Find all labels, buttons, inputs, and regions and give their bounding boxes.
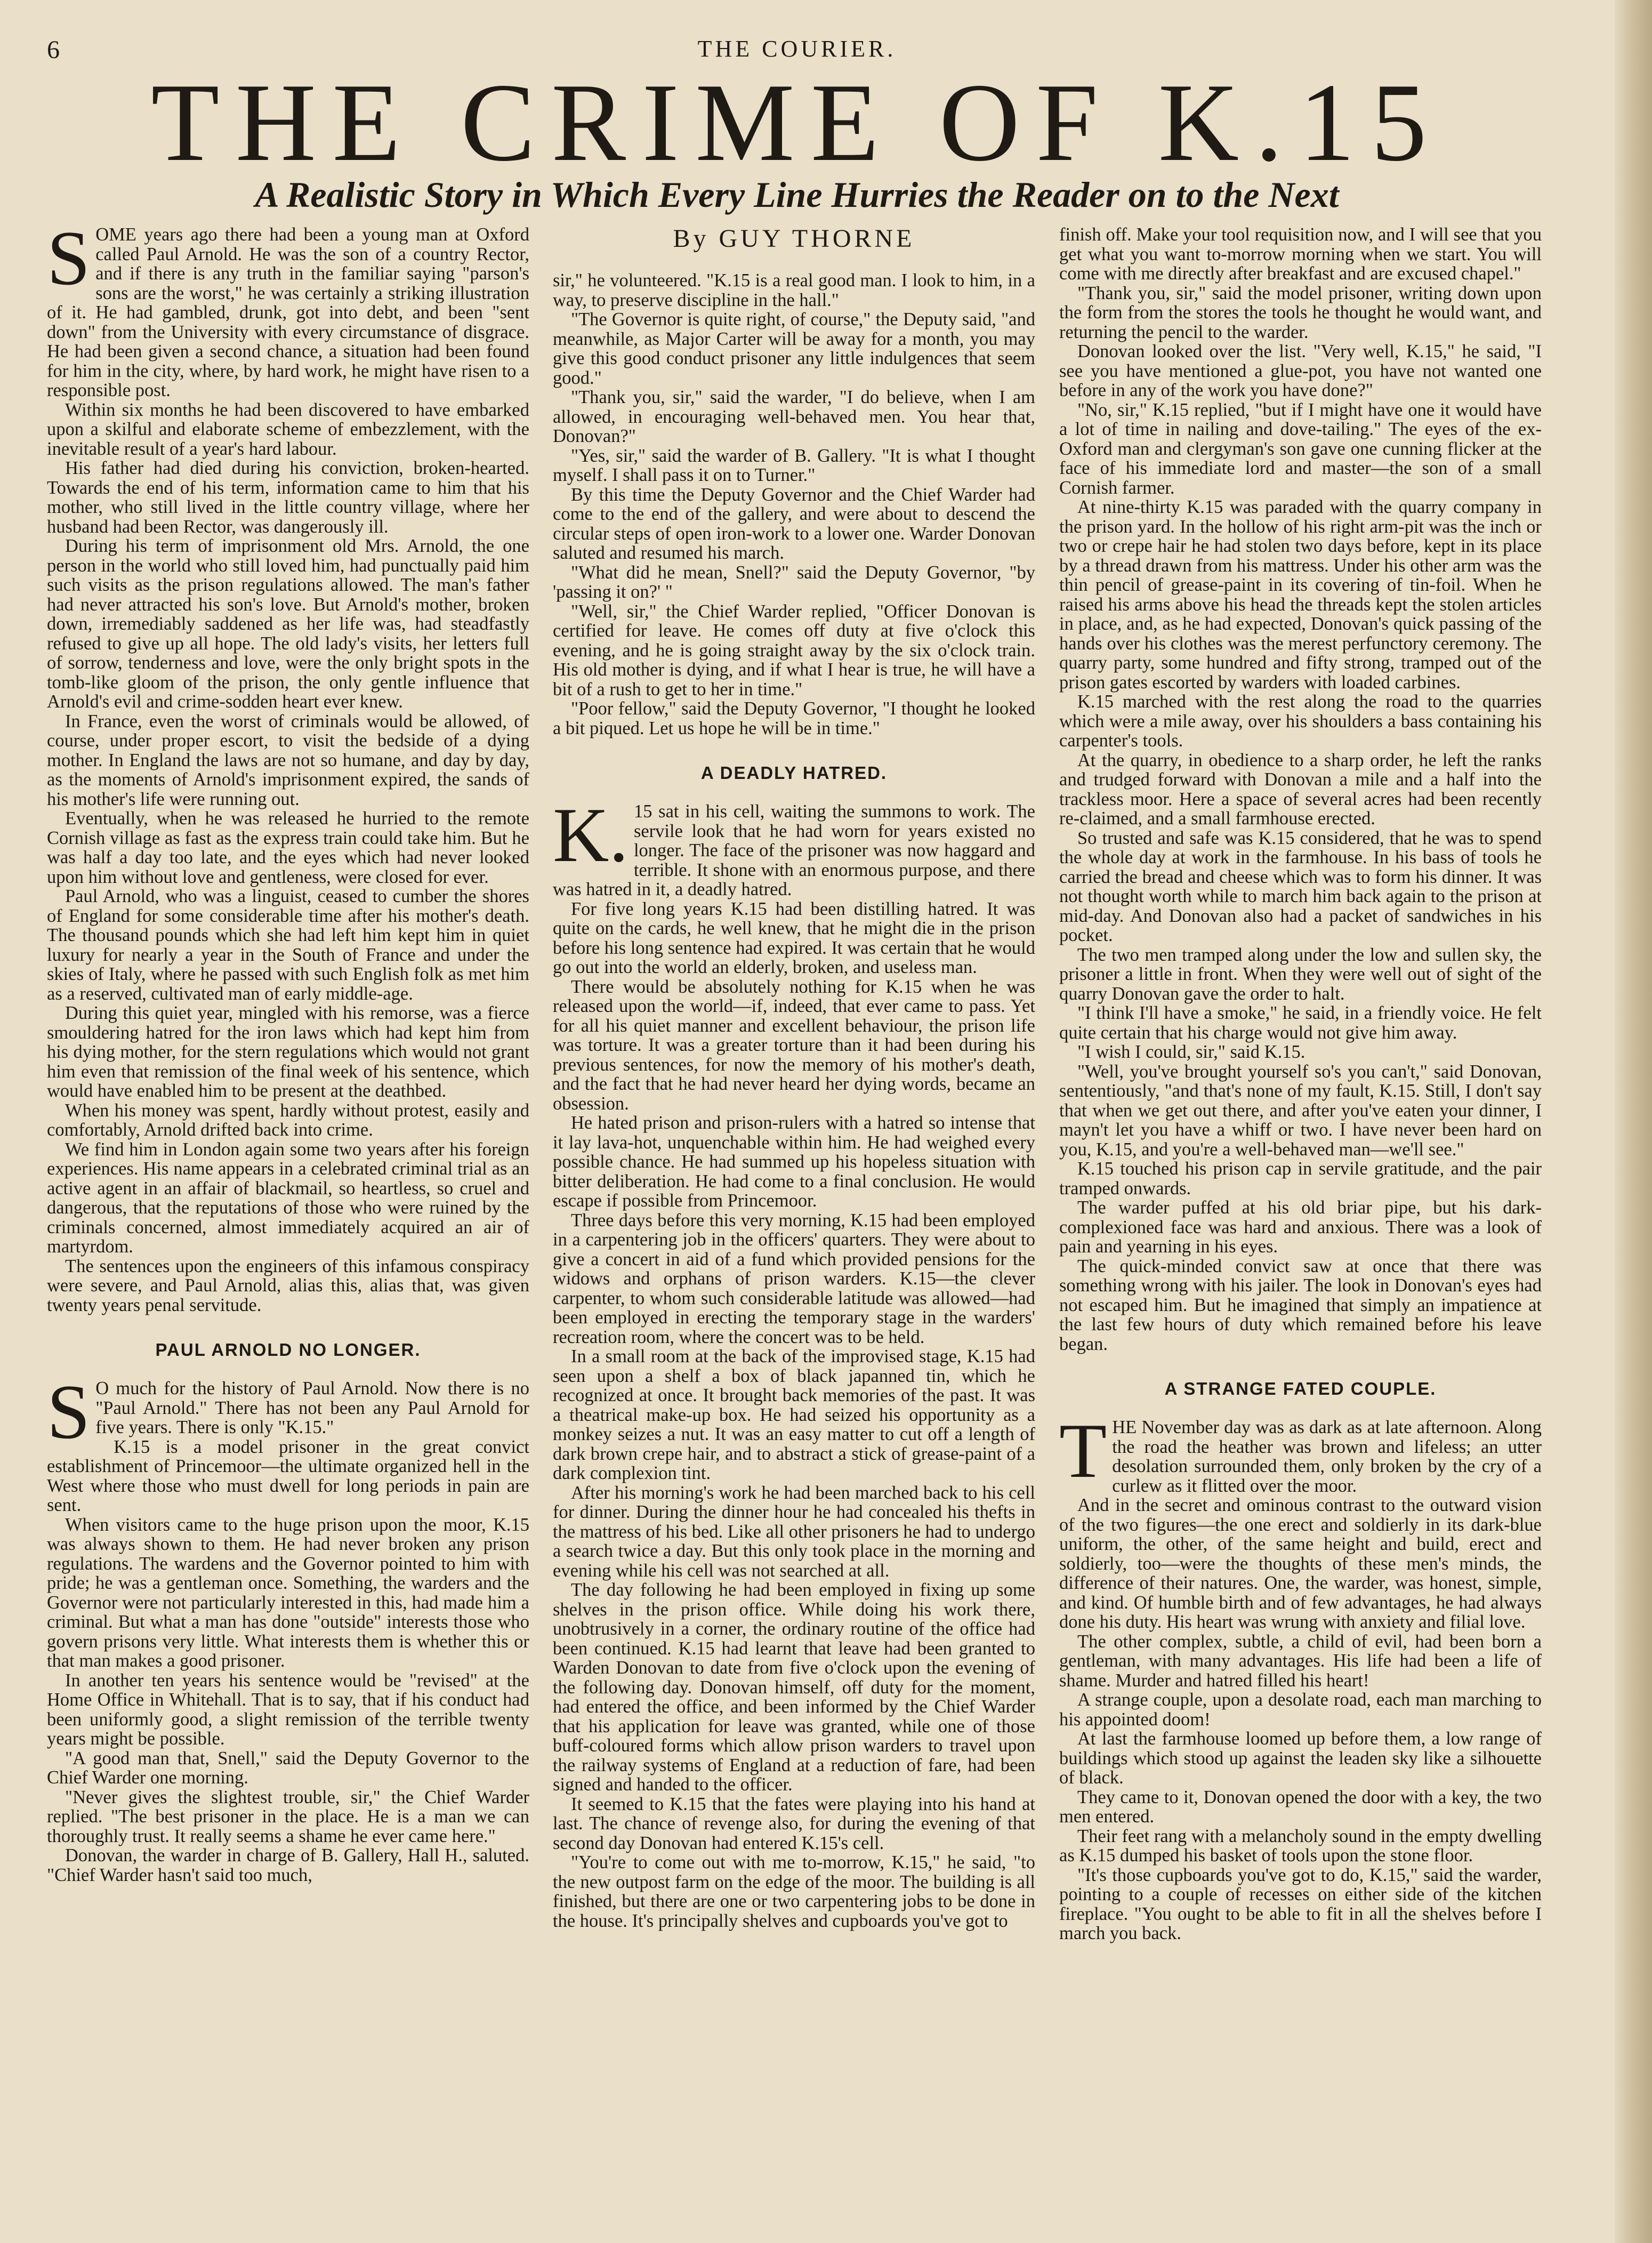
- paragraph: K.15 is a model prisoner in the great convict establishment of Princemoor—the ultimate organized hell in the West where those who must dwell for long periods in pain are sent.: [47, 1436, 529, 1515]
- paragraph: The two men tramped along under the low and sullen sky, the prisoner a little in front. When they were well out of sight of the quarry Donovan gave the order to halt.: [1059, 944, 1542, 1004]
- paragraph: He hated prison and prison-rulers with a hatred so intense that it lay lava-hot, unquenchable within him. He had weighed every possible chance. He had summed up his hopeless situation with bitter deliberation. He had come to a final conclusion. He would escape if possible from Princemoor.: [553, 1113, 1035, 1211]
- paragraph: K.15 marched with the rest along the road to the quarries which were a mile away, over his shoulders a bass containing his carpenter's tools.: [1059, 692, 1542, 751]
- paragraph: Donovan looked over the list. "Very well, K.15," he said, "I see you have mentioned a glue-pot, you have not wanted one before in any of the work you have done?": [1059, 341, 1542, 400]
- paragraph: At last the farmhouse loomed up before them, a low range of buildings which stood up against the leaden sky like a silhouette of black.: [1059, 1729, 1542, 1788]
- paragraph: The warder puffed at his old briar pipe, but his dark-complexioned face was hard and anxious. There was a look of pain and yearning in his eyes.: [1059, 1197, 1542, 1257]
- paragraph: Three days before this very morning, K.15 had been employed in a carpentering job in the officers' quarters. They were about to give a concert in aid of a fund which provided pensions for the widows and orphans of prison warders. K.15—the clever carpenter, to whom such considerable latitude was allowed—had been employed in erecting the temporary stage in the warders' recreation room, where the concert was to be held.: [553, 1210, 1035, 1347]
- drop-cap-paragraph: SOME years ago there had been a young man at Oxford called Paul Arnold. He was the son of a country Rector, and if there is any truth in the familiar saying "parson's sons are the worst," he was certainly a striking illustration of it. He had gambled, drunk, got into debt, and been "sent down" from the University with every circumstance of disgrace. He had been given a second chance, a situation had been found for him in the city, where, by hard work, he might have risen to a responsible post.: [47, 225, 529, 400]
- paragraph: When his money was spent, hardly without protest, easily and comfortably, Arnold drifted back into crime.: [47, 1100, 529, 1140]
- article-subtitle: A Realistic Story in Which Every Line Hurries the Reader on to the Next: [255, 174, 1339, 215]
- paragraph: We find him in London again some two years after his foreign experiences. His name appears in a celebrated criminal trial as an active agent in an affair of blackmail, so heartless, so cruel and dangerous, that the reputations of those who were ruined by the criminals concerned, almost immediately acquired an air of martyrdom.: [47, 1139, 529, 1257]
- paragraph: And in the secret and ominous contrast to the outward vision of the two figures—the one erect and soldierly in its dark-blue uniform, the other, of the same height and build, erect and soldierly, too—were the thoughts of these men's minds, the difference of their natures. One, the warder, was honest, simple, and kind. Of humble birth and of few advantages, he had always done his duty. His heart was wrung with anxiety and filial love.: [1059, 1495, 1542, 1632]
- drop-cap-paragraph: SO much for the history of Paul Arnold. Now there is no "Paul Arnold." There has not been any Paul Arnold for five years. There is only "K.15.": [47, 1369, 529, 1455]
- paragraph: In France, even the worst of criminals would be allowed, of course, under proper escort, to visit the bedside of a dying mother. In England the laws are not so humane, and day by day, as the moments of Arnold's imprisonment expired, the sands of his mother's life were running out.: [47, 711, 529, 809]
- paragraph: In another ten years his sentence would be "revised" at the Home Office in Whitehall. That is to say, that if his conduct had been uniformly good, a slight remission of the terrible twenty years might be possible.: [47, 1670, 529, 1749]
- byline: By GUY THORNE: [673, 225, 915, 253]
- paragraph: "Well, you've brought yourself so's you can't," said Donovan, sententiously, "and that's none of my fault, K.15. Still, I don't say that when we get out there, and after you've eaten your dinner, I mayn't let you have a whiff or two. I have never been hard on you, K.15, and you're a well-behaved man—we'll see.": [1059, 1061, 1542, 1160]
- paragraph: "Poor fellow," said the Deputy Governor, "I thought he looked a bit piqued. Let us hope he will be in time.": [553, 698, 1035, 738]
- paragraph: It seemed to K.15 that the fates were playing into his hand at last. The chance of revenge also, for during the evening of that second day Donovan had entered K.15's cell.: [553, 1794, 1035, 1853]
- paragraph: "What did he mean, Snell?" said the Deputy Governor, "by 'passing it on?' ": [553, 562, 1035, 602]
- paragraph: "No, sir," K.15 replied, "but if I might have one it would have a lot of time in nailing and dove-tailing." The eyes of the ex-Oxford man and clergyman's son gave one cunning flicker at the face of his immediate lord and master—the son of a small Cornish farmer.: [1059, 399, 1542, 498]
- paragraph: Paul Arnold, who was a linguist, ceased to cumber the shores of England for some considerable time after his mother's death. The thousand pounds which she had left him kept him in quiet luxury for nearly a year in the South of France and under the skies of Italy, where he passed with such English folk as met him as a reserved, cultivated man of early middle-age.: [47, 886, 529, 1004]
- paragraph: During this quiet year, mingled with his remorse, was a fierce smouldering hatred for the iron laws which had kept him from his dying mother, for the stern regulations which would not grant him even that remission of the final week of his sentence, which would have enabled him to be present at the deathbed.: [47, 1003, 529, 1101]
- page-number: 6: [47, 36, 60, 64]
- paragraph: "I wish I could, sir," said K.15.: [1077, 1042, 1306, 1062]
- paragraph: "The Governor is quite right, of course," the Deputy said, "and meanwhile, as Major Carter will be away for a month, you may give this good conduct prisoner any little indulgences that seem good.": [553, 309, 1035, 388]
- binding-edge: [1615, 0, 1652, 2243]
- paragraph: They came to it, Donovan opened the door with a key, the two men entered.: [1059, 1787, 1542, 1827]
- paragraph: By this time the Deputy Governor and the Chief Warder had come to the end of the gallery, and were about to descend the circular steps of open iron-work to a lower one. Warder Donovan saluted and resumed his march.: [553, 484, 1035, 563]
- paragraph: At the quarry, in obedience to a sharp order, he left the ranks and trudged forward with Donovan a mile and a half into the trackless moor. Here a space of several acres had been recently re-claimed, and a small farmhouse erected.: [1059, 750, 1542, 829]
- paragraph: "Never gives the slightest trouble, sir," the Chief Warder replied. "The best prisoner in the place. He is a man we can thoroughly trust. It really seems a shame he ever came here.": [47, 1787, 529, 1846]
- paragraph: Eventually, when he was released he hurried to the remote Cornish village as fast as the express train could take him. But he was half a day too late, and the eyes which had never looked upon him without love and gentleness, were closed for ever.: [47, 808, 529, 887]
- paragraph: There would be absolutely nothing for K.15 when he was released upon the world—if, indeed, that ever came to pass. Yet for all his quiet manner and excellent behaviour, the prison life was torture. It was a greater torture than it had been during his previous sentences, for now the memory of his mother's death, and the fact that he had never heard her dying words, became an obsession.: [553, 976, 1035, 1114]
- column-1: [47, 225, 529, 2230]
- paragraph: "Thank you, sir," said the model prisoner, writing down upon the form from the stores the tools he thought he would want, and returning the pencil to the warder.: [1059, 283, 1542, 342]
- paragraph: His father had died during his conviction, broken-hearted. Towards the end of his term, information came to him that his mother, who still lived in the little country village, where her husband had been Rector, was dangerously ill.: [47, 458, 529, 537]
- paragraph: "Thank you, sir," said the warder, "I do believe, when I am allowed, in encouraging well-behaved men. You hear that, Donovan?": [553, 387, 1035, 446]
- paragraph: When visitors came to the huge prison upon the moor, K.15 was always shown to them. He had never broken any prison regulations. The wardens and the Governor pointed to him with pride; he was a gentleman once. Something, the warders and the Governor were not particularly interested in this, had made him a criminal. But what a man has done "outside" interests those who govern prisons very little. What interests them is whether this or that man makes a good prisoner.: [47, 1514, 529, 1671]
- paragraph: "A good man that, Snell," said the Deputy Governor to the Chief Warder one morning.: [47, 1748, 529, 1788]
- drop-cap-paragraph: K.15 sat in his cell, waiting the summons to work. The servile look that he had worn for years existed no longer. The face of the prisoner was now haggard and terrible. It shone with an enormous purpose, and there was hatred in it, a deadly hatred.: [553, 792, 1035, 899]
- paragraph: At nine-thirty K.15 was paraded with the quarry company in the prison yard. In the hollow of his right arm-pit was the inch or two or crepe hair he had stolen two days before, kept in its place by a thread drawn from his mattress. Under his other arm was the thin pencil of grease-paint in its covering of tin-foil. When he raised his arms above his head the threads kept the stolen articles in place, and, as he had expected, Donovan's quick passing of the hands over his clothes was the merest perfunctory ceremony. The quarry party, some hundred and fifty strong, tramped out of the prison gates escorted by warders with loaded carbines.: [1059, 497, 1542, 693]
- paragraph: Within six months he had been discovered to have embarked upon a skilful and elaborate scheme of embezzlement, with the inevitable result of a year's hard labour.: [47, 399, 529, 459]
- paragraph: After his morning's work he had been marched back to his cell for dinner. During the dinner hour he had concealed his thefts in the mattress of his bed. Like all other prisoners he had to undergo a search twice a day. But this only took place in the morning and evening while his cell was not searched at all.: [553, 1482, 1035, 1581]
- paragraph: "It's those cupboards you've got to do, K.15," said the warder, pointing to a couple of recesses on either side of the kitchen fireplace. "You ought to be able to fit in all the shelves before I march you back.: [1059, 1864, 1542, 1943]
- paragraph: The day following he had been employed in fixing up some shelves in the prison office. While doing his work there, unobtrusively in a corner, the ordinary routine of the office had been continued. K.15 had learnt that leave had been granted to Warden Donovan to date from five o'clock upon the evening of the following day. Donovan himself, off duty for the moment, had entered the office, and been informed by the Chief Warder that his application for leave was granted, while one of those buff-coloured forms which allow prison warders to travel upon the railway systems of England at a reduction of fare, had been signed and handed to the officer.: [553, 1580, 1035, 1795]
- running-head: THE COURIER.: [697, 36, 897, 62]
- paragraph: "You're to come out with me to-morrow, K.15," he said, "to the new outpost farm on the edge of the moor. The building is all finished, but there are one or two carpentering jobs to be done in the house. It's principally shelves and cupboards you've got to: [553, 1852, 1035, 1931]
- paragraph: "Well, sir," the Chief Warder replied, "Officer Donovan is certified for leave. He comes off duty at five o'clock this evening, and he is going straight away by the six o'clock train. His old mother is dying, and if what I hear is true, he will have a bit of a rush to get to her in time.": [553, 601, 1035, 700]
- drop-cap-paragraph: THE November day was as dark as at late afternoon. Along the road the heather was brown and lifeless; an utter desolation surrounded them, only broken by the cry of a curlew as it flitted over the moor.: [1059, 1408, 1542, 1496]
- paragraph: finish off. Make your tool requisition now, and I will see that you get what you want to-morrow morning when we start. You will come with me directly after breakfast and are excused chapel.": [1059, 225, 1542, 284]
- article-title: THE CRIME OF K.15: [151, 61, 1443, 184]
- paragraph: K.15 touched his prison cap in servile gratitude, and the pair tramped onwards.: [1059, 1159, 1542, 1199]
- paragraph: The sentences upon the engineers of this infamous conspiracy were severe, and Paul Arnold, alias this, alias that, was given twenty years penal servitude.: [47, 1256, 529, 1315]
- paragraph: The quick-minded convict saw at once that there was something wrong with his jailer. The look in Donovan's eyes had not escaped him. But he imagined that simply an impatience at the last few hours of duty which remained before his leave began.: [1059, 1256, 1542, 1354]
- section-heading: PAUL ARNOLD NO LONGER.: [155, 1340, 421, 1360]
- column-2: [553, 225, 1035, 2230]
- paragraph: For five long years K.15 had been distilling hatred. It was quite on the cards, he well knew, that he might die in the prison before his long sentence had expired. It was certain that he would go out into the world an elderly, broken, and useless man.: [553, 898, 1035, 977]
- column-3: [1059, 225, 1542, 2230]
- paragraph: So trusted and safe was K.15 considered, that he was to spend the whole day at work in the farmhouse. In his bass of tools he carried the bread and cheese which was to form his dinner. It was not thought worth while to march him back again to the prison at mid-day. And Donovan also had a packet of sandwiches in his pocket.: [1059, 827, 1542, 945]
- paragraph: A strange couple, upon a desolate road, each man marching to his appointed doom!: [1059, 1690, 1542, 1730]
- paragraph: "Yes, sir," said the warder of B. Gallery. "It is what I thought myself. I shall pass it on to Turner.": [553, 445, 1035, 485]
- paragraph: During his term of imprisonment old Mrs. Arnold, the one person in the world who still loved him, had punctually paid him such visits as the prison regulations allowed. The man's father had never attracted his son's love. But Arnold's mother, broken down, irremediably saddened as her life was, had steadfastly refused to give up all hope. The old lady's visits, her letters full of sorrow, tenderness and love, were the only bright spots in the tomb-like gloom of the prison, the only gentle influence that Arnold's evil and crime-sodden heart ever knew.: [47, 536, 529, 712]
- paragraph: "I think I'll have a smoke," he said, in a friendly voice. He felt quite certain that his charge would not give him away.: [1059, 1003, 1542, 1043]
- paragraph: Their feet rang with a melancholy sound in the empty dwelling as K.15 dumped his basket of tools upon the stone floor.: [1059, 1826, 1542, 1866]
- paragraph: The other complex, subtle, a child of evil, had been born a gentleman, with many advantages. His life had been a life of shame. Murder and hatred filled his heart!: [1059, 1631, 1542, 1691]
- paragraph: Donovan, the warder in charge of B. Gallery, Hall H., saluted. "Chief Warder hasn't said too much,: [47, 1845, 529, 1885]
- section-heading: A STRANGE FATED COUPLE.: [1164, 1379, 1437, 1398]
- paragraph: In a small room at the back of the improvised stage, K.15 had seen upon a shelf a box of black japanned tin, which he recognized at once. It brought back memories of the past. It was a theatrical make-up box. He had seized his opportunity as a monkey seizes a nut. It was an easy matter to cut off a length of dark brown crepe hair, and to abstract a stick of grease-paint of a dark complexion tint.: [553, 1346, 1035, 1483]
- section-heading: A DEADLY HATRED.: [700, 763, 888, 783]
- paragraph: sir," he volunteered. "K.15 is a real good man. I look to him, in a way, to preserve discipline in the hall.": [553, 270, 1035, 310]
